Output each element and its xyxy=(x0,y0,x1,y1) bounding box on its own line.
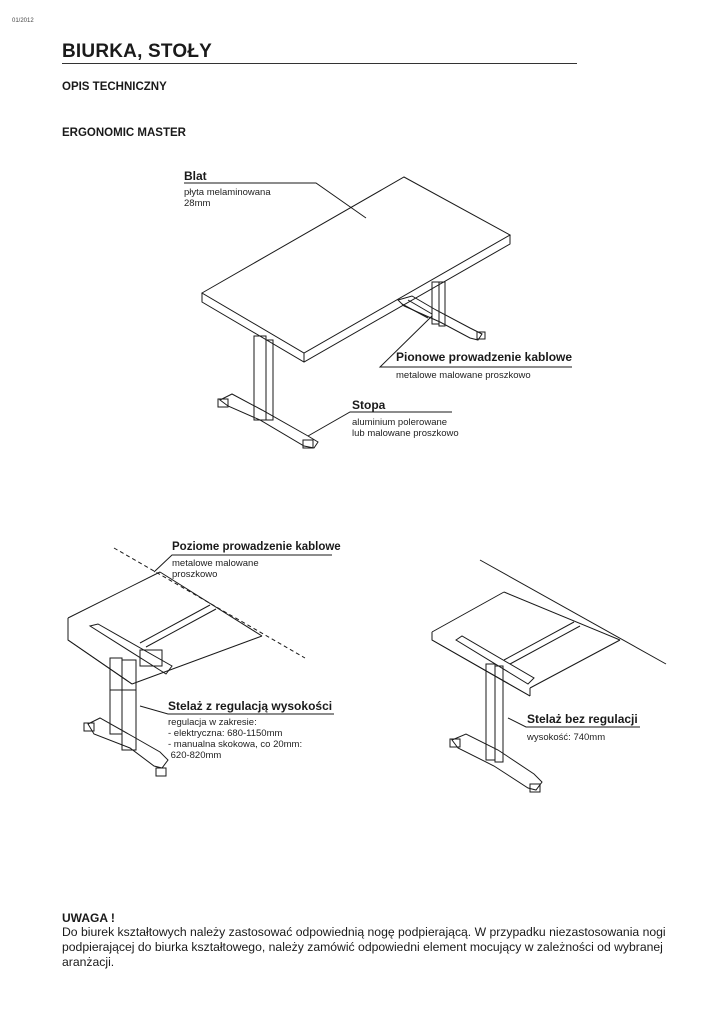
tabletop-back-line xyxy=(480,560,666,664)
vertical-cable-guide xyxy=(408,300,432,314)
callout-bez-regulacji-desc: wysokość: 740mm xyxy=(527,732,606,743)
section-title: OPIS TECHNICZNY xyxy=(62,81,167,93)
product-title: ERGONOMIC MASTER xyxy=(62,127,186,139)
front-leg-column xyxy=(254,336,266,420)
callout-bez-regulacji-title: Stelaż bez regulacji xyxy=(527,712,638,726)
callout-poziome-title: Poziome prowadzenie kablowe xyxy=(172,541,341,553)
callout-stopa-desc: aluminium polerowane lub malowane proszkowo xyxy=(352,417,459,439)
document-code: 01/2012 xyxy=(12,18,34,24)
cable-guide-fixed xyxy=(504,622,574,660)
page-title: BIURKA, STOŁY xyxy=(62,41,213,62)
callout-pionowe-desc: metalowe malowane proszkowo xyxy=(396,370,531,381)
callout-regulacja-title: Stelaż z regulacją wysokości xyxy=(168,699,333,713)
note-title: UWAGA ! xyxy=(62,911,115,925)
callout-blat-desc: płyta melaminowana 28mm xyxy=(184,187,271,209)
rear-foot xyxy=(398,296,482,340)
adjustable-foot xyxy=(88,718,168,768)
callout-poziome-desc: metalowe malowane proszkowo xyxy=(172,558,259,580)
telescopic-column xyxy=(110,658,122,734)
callout-regulacja-desc: regulacja w zakresie: - elektryczna: 680-1150mm - manualna skokowa, co 20mm: 620-820mm xyxy=(168,717,303,761)
horizontal-cable-guide xyxy=(140,605,210,643)
note-body: Do biurek kształtowych należy zastosować odpowiednią nogę podpierającą. W przypadku niezastosowania nogi podpierającej do biurka kształtowego, należy zamówić odpowiedni element mocujący w zależności od wybranej aranżacji. xyxy=(62,925,666,969)
callout-blat-title: Blat xyxy=(184,169,207,183)
callout-pionowe-title: Pionowe prowadzenie kablowe xyxy=(396,350,573,364)
fixed-column xyxy=(486,664,495,760)
fixed-frame-drawing xyxy=(432,560,666,792)
tabletop-edge xyxy=(68,572,160,618)
callout-stopa-title: Stopa xyxy=(352,398,386,412)
